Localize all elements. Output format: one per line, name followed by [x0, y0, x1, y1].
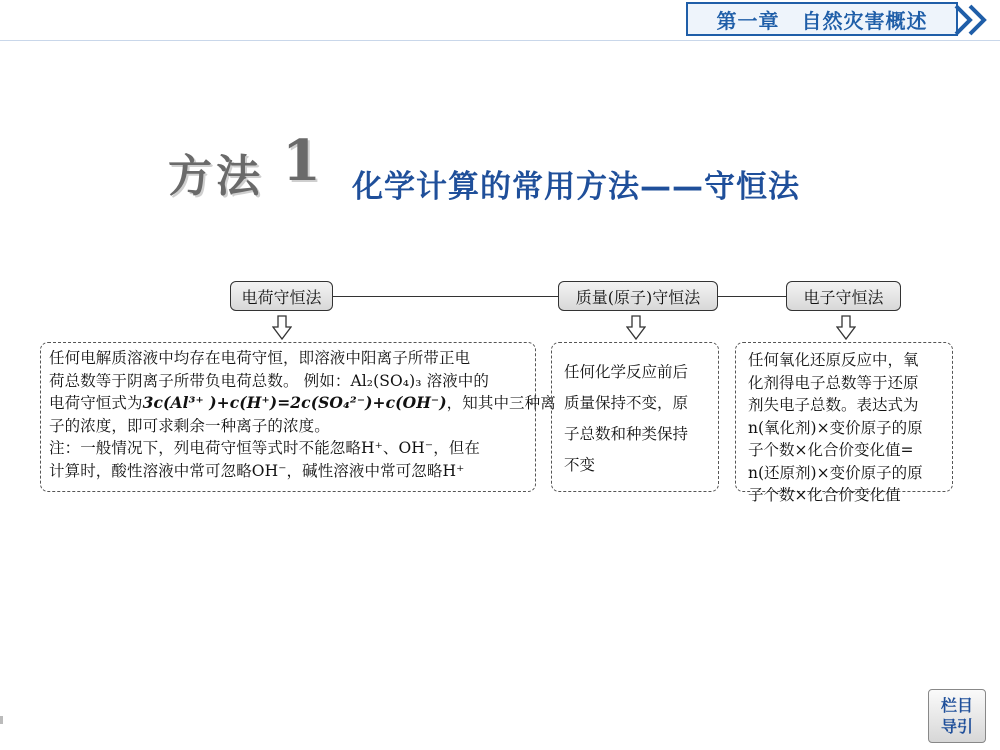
nav-label-line1: 栏目	[940, 696, 973, 715]
nav-label-line2: 导引	[940, 717, 973, 736]
node-label: 质量(原子)守恒法	[575, 287, 701, 307]
note-line: 计算时，酸性溶液中常可忽略OH⁻，碱性溶液中常可忽略H⁺	[49, 461, 465, 480]
chapter-tab[interactable]	[686, 2, 958, 36]
text-line: 任何氧化还原反应中，氧	[748, 351, 919, 369]
chapter-title: 自然灾害概述	[801, 8, 928, 33]
charge-conservation-description	[40, 342, 556, 492]
page-title: 化学计算的常用方法——守恒法	[352, 169, 800, 205]
node-mass-conservation	[558, 281, 718, 311]
node-label: 电子守恒法	[803, 287, 884, 307]
text-line: 子个数×化合价变化值=	[748, 441, 914, 459]
mass-conservation-description	[551, 342, 719, 492]
down-arrow-icon	[626, 315, 646, 341]
down-arrow-icon	[836, 315, 856, 341]
note-line: 注：一般情况下，列电荷守恒等式时不能忽略H⁺、OH⁻，但在	[49, 439, 481, 457]
example-formula: Al₂(SO₄)₃	[350, 371, 422, 390]
method-number: 1	[282, 128, 321, 194]
text-line: n(氧化剂)×变价原子的原	[748, 418, 923, 437]
text-line: 不变	[564, 456, 596, 474]
double-chevron-right-icon[interactable]	[950, 0, 1000, 40]
down-arrow-icon	[272, 315, 292, 341]
header-divider	[0, 40, 1000, 41]
text-line: 子的浓度，即可求剩余一种离子的浓度。	[49, 416, 330, 435]
text-line: 化剂得电子总数等于还原	[748, 373, 919, 392]
text-line: 电荷守恒式为3c(Al³⁺ )+c(H⁺)=2c(SO₄²⁻)+c(OH⁻)，知其中三种离	[49, 393, 556, 412]
edge-marker	[0, 716, 3, 724]
text-line: 质量保持不变，原	[564, 394, 689, 412]
node-electron-conservation	[786, 281, 901, 311]
text-line: 任何化学反应前后	[564, 363, 689, 381]
text-line: 子个数×化合价变化值	[748, 486, 901, 504]
column-navigation-button[interactable]	[928, 689, 986, 743]
text-line: 子总数和种类保持	[564, 425, 689, 443]
node-charge-conservation	[230, 281, 333, 311]
node-label: 电荷守恒法	[241, 287, 322, 307]
text-line: n(还原剂)×变价原子的原	[748, 463, 923, 482]
method-label: 方法	[168, 151, 264, 202]
electron-conservation-description	[735, 342, 953, 504]
text-line: 剂失电子总数。表达式为	[748, 396, 919, 414]
text-line: 荷总数等于阴离子所带负电荷总数。 例如：Al₂(SO₄)₃ 溶液中的	[49, 371, 489, 390]
text-line: 任何电解质溶液中均存在电荷守恒，即溶液中阳离子所带正电	[49, 349, 471, 367]
chapter-label: 第一章	[716, 8, 780, 33]
charge-equation: 3c(Al³⁺ )+c(H⁺)=2c(SO₄²⁻)+c(OH⁻)	[142, 393, 447, 412]
